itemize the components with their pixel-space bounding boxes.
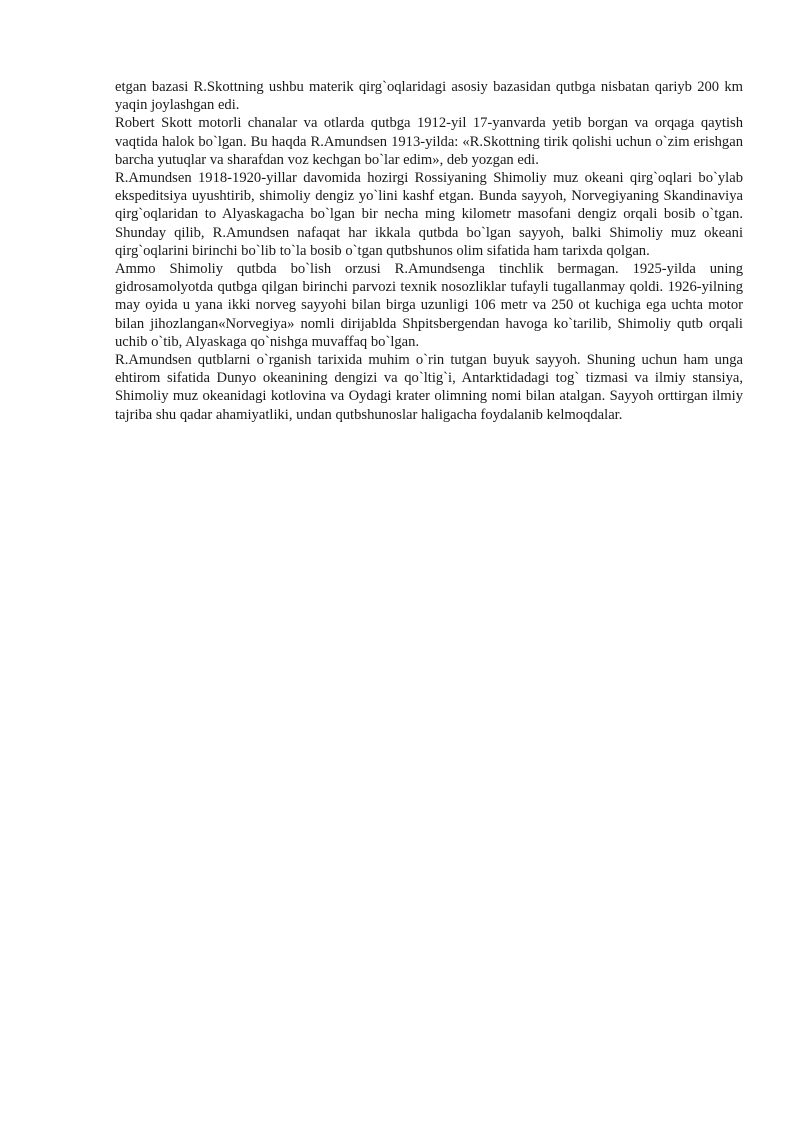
- paragraph-continuation: etgan bazasi R.Skottning ushbu materik qirg`oqlaridagi asosiy bazasidan qutbga nisbatan qariyb 200 km yaqin joylashgan edi.: [115, 79, 743, 114]
- paragraph-scott: Robert Skott motorli chanalar va otlarda qutbga 1912-yil 17-yanvarda yetib borgan va orqaga qaytish vaqtida halok bo`lgan. Bu haqda R.Amundsen 1913-yilda: «R.Skottning tirik qolishi uchun o`zim erishgan barcha yutuqlar va sharafdan voz kechgan bo`lar edim», deb yozgan edi.: [115, 115, 743, 168]
- document-page: [115, 78, 743, 424]
- paragraph-northern-expedition: R.Amundsen 1918-1920-yillar davomida hozirgi Rossiyaning Shimoliy muz okeani qirg`oqlari bo`ylab ekspeditsiya uyushtirib, shimoliy dengiz yo`lini kashf etgan. Bunda sayyoh, Norvegiyaning Skandinaviya qirg`oqlaridan to Alyaskagacha bo`lgan bir necha ming kilometr masofani dengiz orqali bosib o`tgan. Shunday qilib, R.Amundsen nafaqat har ikkala qutbda bo`lgan sayyoh, balki Shimoliy muz okeani qirg`oqlarini birinchi bo`lib to`la bosib o`tgan qutbshunos olim sifatida ham tarixda qolgan.: [115, 170, 743, 259]
- paragraph-north-pole-flight: Ammo Shimoliy qutbda bo`lish orzusi R.Amundsenga tinchlik bermagan. 1925-yilda uning gidrosamolyotda qutbga qilgan birinchi parvozi texnik nosozliklar tufayli tugallanmay qoldi. 1926-yilning may oyida u yana ikki norveg sayyohi bilan birga uzunligi 106 metr va 250 ot kuchiga ega uchta motor bilan jihozlangan«Norvegiya» nomli dirijablda Shpitsbergendan havoga ko`tarilib, Shimoliy qutb orqali uchib o`tib, Alyaskaga qo`nishga muvaffaq bo`lgan.: [115, 261, 743, 350]
- paragraph-legacy: R.Amundsen qutblarni o`rganish tarixida muhim o`rin tutgan buyuk sayyoh. Shuning uchun ham unga ehtirom sifatida Dunyo okeanining dengizi va qo`ltig`i, Antarktidadagi tog` tizmasi va ilmiy stansiya, Shimoliy muz okeanidagi kotlovina va Oydagi krater olimning nomi bilan atalgan. Sayyoh orttirgan ilmiy tajriba shu qadar ahamiyatliki, undan qutbshunoslar haligacha foydalanib kelmoqdalar.: [115, 352, 743, 423]
